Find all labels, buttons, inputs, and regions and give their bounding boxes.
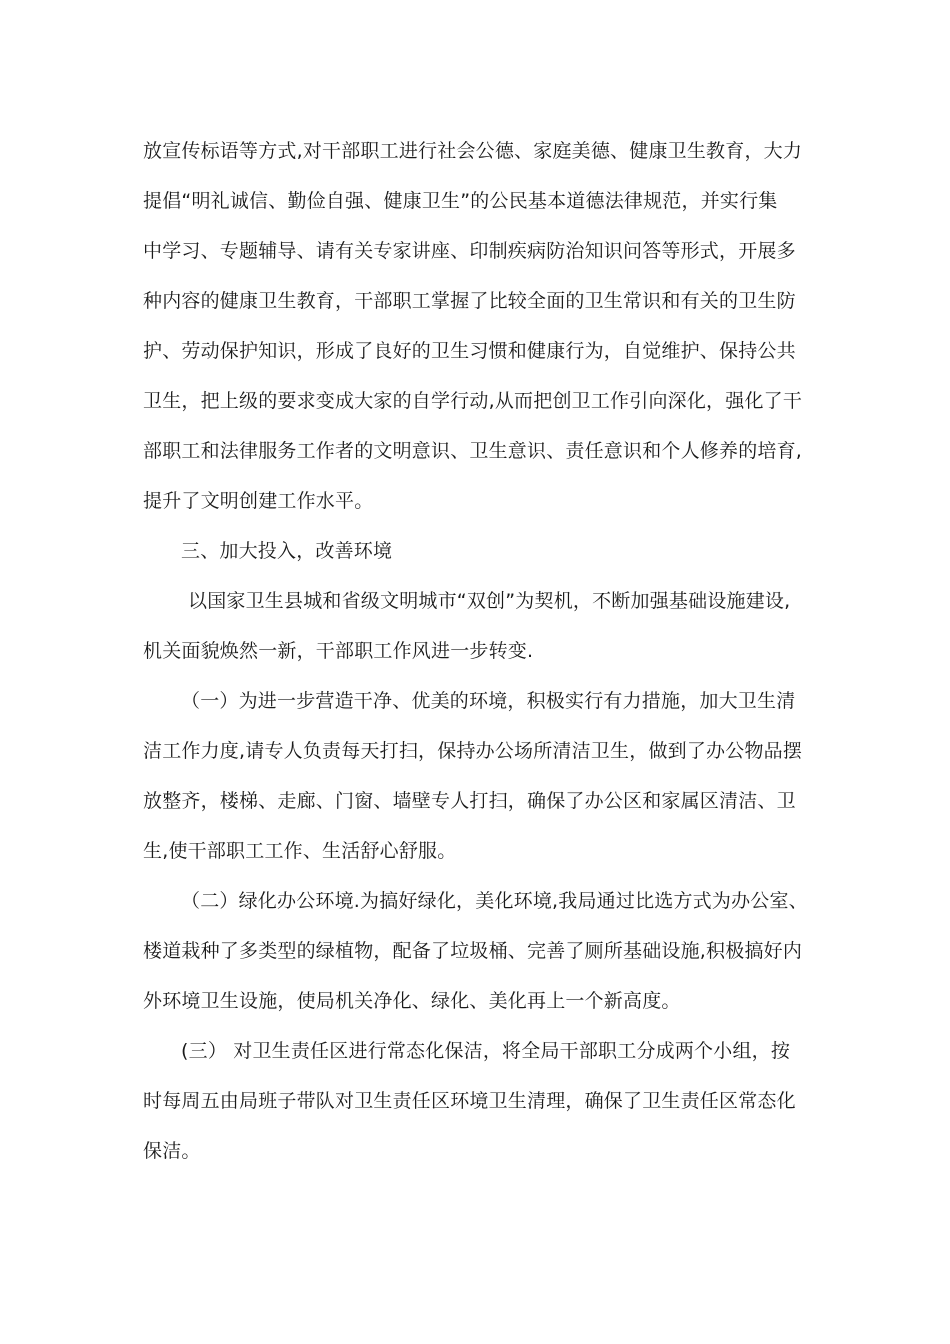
paragraph-line: 时每周五由局班子带队对卫生责任区环境卫生清理，确保了卫生责任区常态化 bbox=[143, 1090, 796, 1112]
paragraph-line: 提升了文明创建工作水平。 bbox=[143, 490, 374, 512]
paragraph-line: 外环境卫生设施，使局机关净化、绿化、美化再上一个新高度。 bbox=[143, 990, 681, 1012]
paragraph-line: 保洁。 bbox=[143, 1140, 201, 1162]
paragraph-line: 洁工作力度,请专人负责每天打扫，保持办公场所清洁卫生，做到了办公物品摆 bbox=[143, 740, 803, 762]
paragraph-line: 以国家卫生县城和省级文明城市“双创”为契机，不断加强基础设施建设, bbox=[188, 590, 791, 612]
paragraph-line: 放整齐，楼梯、走廊、门窗、墙壁专人打扫，确保了办公区和家属区清洁、卫 bbox=[143, 790, 796, 812]
paragraph-line: 种内容的健康卫生教育，干部职工掌握了比较全面的卫生常识和有关的卫生防 bbox=[143, 290, 796, 312]
paragraph-line: 放宣传标语等方式,对干部职工进行社会公德、家庭美德、健康卫生教育，大力 bbox=[143, 140, 803, 162]
subsection-line: （一）为进一步营造干净、优美的环境，积极实行有力措施，加大卫生清 bbox=[181, 690, 796, 712]
paragraph-line: 中学习、专题辅导、请有关专家讲座、印制疾病防治知识问答等形式，开展多 bbox=[143, 240, 796, 262]
paragraph-line: 卫生，把上级的要求变成大家的自学行动,从而把创卫工作引向深化，强化了干 bbox=[143, 390, 803, 412]
paragraph-line: 机关面貌焕然一新，干部职工作风进一步转变. bbox=[143, 640, 534, 662]
section-heading: 三、加大投入，改善环境 bbox=[181, 540, 393, 562]
paragraph-line: 生,使干部职工工作、生活舒心舒服。 bbox=[143, 840, 457, 862]
subsection-line: (三） 对卫生责任区进行常态化保洁，将全局干部职工分成两个小组，按 bbox=[181, 1040, 791, 1062]
paragraph-line: 护、劳动保护知识，形成了良好的卫生习惯和健康行为，自觉维护、保持公共 bbox=[143, 340, 796, 362]
paragraph-line: 楼道栽种了多类型的绿植物，配备了垃圾桶、完善了厕所基础设施,积极搞好内 bbox=[143, 940, 803, 962]
paragraph-line: 提倡“明礼诚信、勤俭自强、健康卫生”的公民基本道德法律规范，并实行集 bbox=[143, 190, 778, 212]
subsection-line: （二）绿化办公环境.为搞好绿化，美化环境,我局通过比选方式为办公室、 bbox=[181, 890, 808, 912]
paragraph-line: 部职工和法律服务工作者的文明意识、卫生意识、责任意识和个人修养的培育, bbox=[143, 440, 803, 462]
